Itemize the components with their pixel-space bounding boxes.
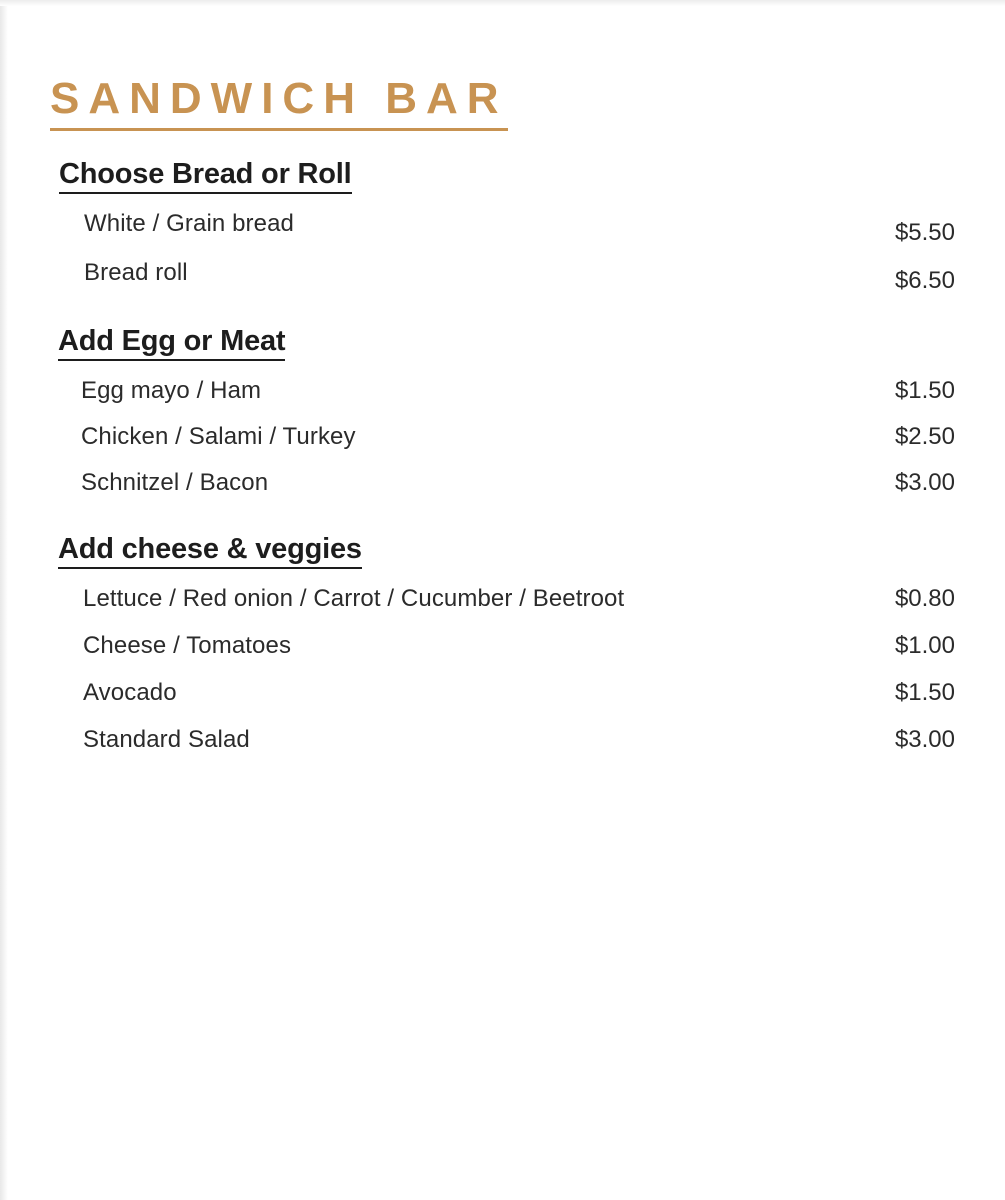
menu-item-price: $1.50 <box>894 679 955 706</box>
menu-item-price: $3.00 <box>894 726 955 753</box>
section-title: Add cheese & veggies <box>58 533 362 569</box>
page-top-shadow <box>0 0 1005 6</box>
section-title: Add Egg or Meat <box>58 325 285 361</box>
menu-item-name: Cheese / Tomatoes <box>83 632 292 659</box>
menu-item <box>0 210 1005 246</box>
menu-item-name: Standard Salad <box>83 726 250 753</box>
page-title: SANDWICH BAR <box>50 76 508 131</box>
menu-item-price: $0.80 <box>894 585 955 612</box>
menu-item-name: Lettuce / Red onion / Carrot / Cucumber / Beetroot <box>83 585 625 612</box>
menu-item-price: $2.50 <box>894 423 955 450</box>
menu-item-name: Avocado <box>83 679 177 706</box>
menu-item <box>0 377 1005 405</box>
menu-item-price: $3.00 <box>894 469 955 496</box>
menu-item <box>0 259 1005 294</box>
menu-item-price: $1.50 <box>894 377 955 404</box>
menu-section <box>0 325 1005 497</box>
section-title: Choose Bread or Roll <box>59 158 352 194</box>
menu-item-price: $1.00 <box>894 632 955 659</box>
menu-sections <box>0 158 1005 780</box>
menu-item <box>0 585 1005 613</box>
menu-item-price: $6.50 <box>894 267 955 294</box>
menu-item-name: Chicken / Salami / Turkey <box>81 423 356 450</box>
menu-item <box>0 469 1005 497</box>
section-items <box>0 377 1005 497</box>
section-items <box>0 210 1005 294</box>
menu-item-price: $5.50 <box>894 219 955 246</box>
menu-item <box>0 423 1005 451</box>
menu-item <box>0 679 1005 707</box>
menu-item <box>0 632 1005 660</box>
menu-item-name: Egg mayo / Ham <box>81 377 262 404</box>
menu-section <box>0 158 1005 294</box>
menu-item-name: Bread roll <box>84 259 188 286</box>
section-items <box>0 585 1005 754</box>
menu-section <box>0 533 1005 754</box>
menu-item-name: White / Grain bread <box>84 210 294 237</box>
menu-item <box>0 726 1005 754</box>
menu-item-name: Schnitzel / Bacon <box>81 469 269 496</box>
